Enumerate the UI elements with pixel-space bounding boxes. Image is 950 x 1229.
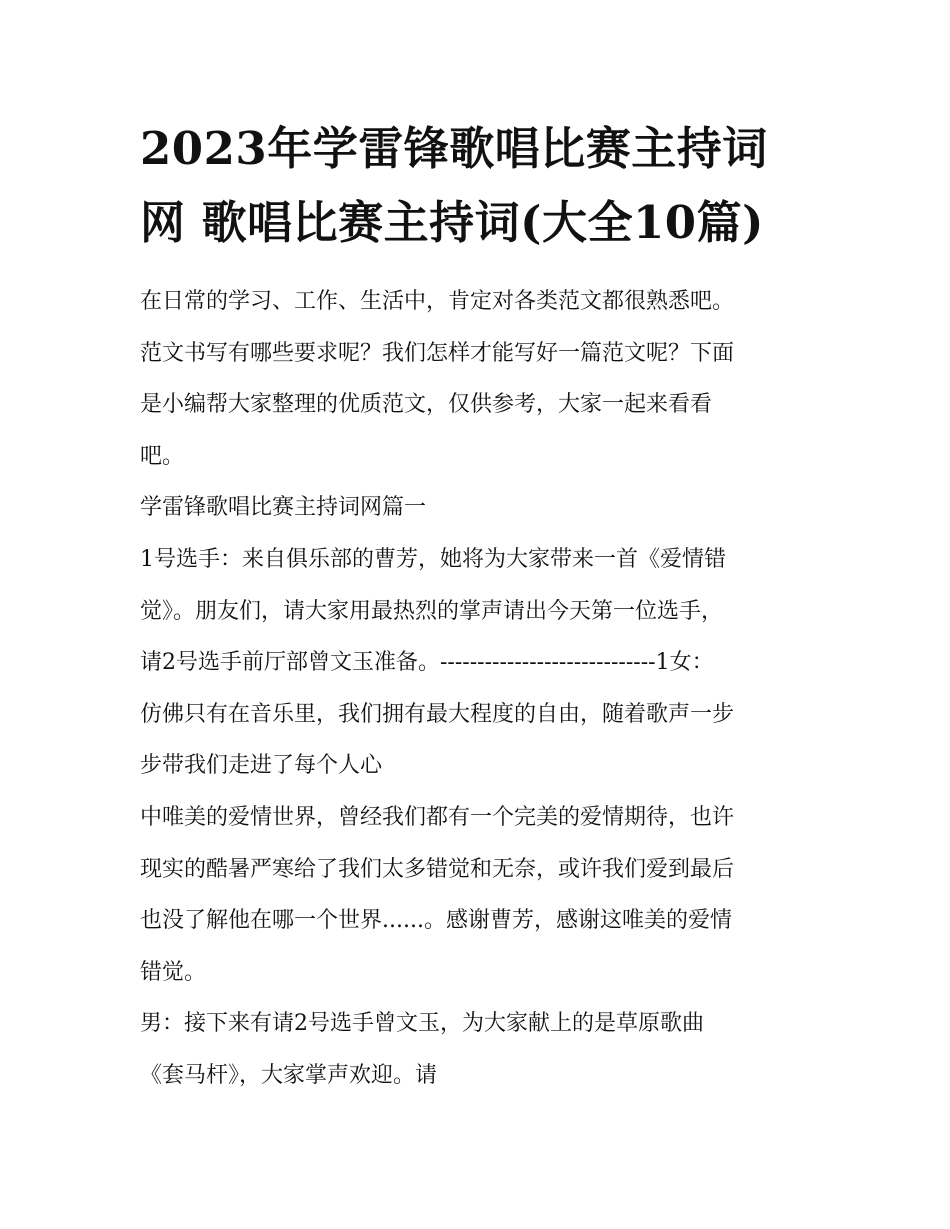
body-paragraph: 中唯美的爱情世界，曾经我们都有一个完美的爱情期待，也许 现实的酷暑严寒给了我们太多错觉和无奈，或许我们爱到最后 也没了解他在哪一个世界......。感谢曹芳，感谢这唯美的爱情 错觉。: [140, 804, 735, 985]
intro-paragraph: 在日常的学习、工作、生活中，肯定对各类范文都很熟悉吧。 范文书写有哪些要求呢？我们怎样才能写好一篇范文呢？下面 是小编帮大家整理的优质范文，仅供参考，大家一起来看看 吧。: [140, 289, 735, 469]
section-heading: 学雷锋歌唱比赛主持词网篇一: [140, 495, 427, 521]
body-paragraph: 1号选手：来自俱乐部的曹芳，她将为大家带来一首《爱情错 觉》。朋友们，请大家用最热烈的掌声请出今天第一位选手， 请2号选手前厅部曾文玉准备。-----------------------------1女： 仿佛只有在音乐里，我们拥有最大程度的自由，随着歌声一步 步带我们走进了每个人心: [140, 546, 735, 779]
body-paragraph: 男：接下来有请2号选手曾文玉，为大家献上的是草原歌曲 《套马杆》，大家掌声欢迎。请: [140, 1011, 704, 1088]
document-body: [140, 276, 830, 1102]
document-title: 2023年学雷锋歌唱比赛主持词 网 歌唱比赛主持词(大全10篇): [140, 122, 768, 249]
